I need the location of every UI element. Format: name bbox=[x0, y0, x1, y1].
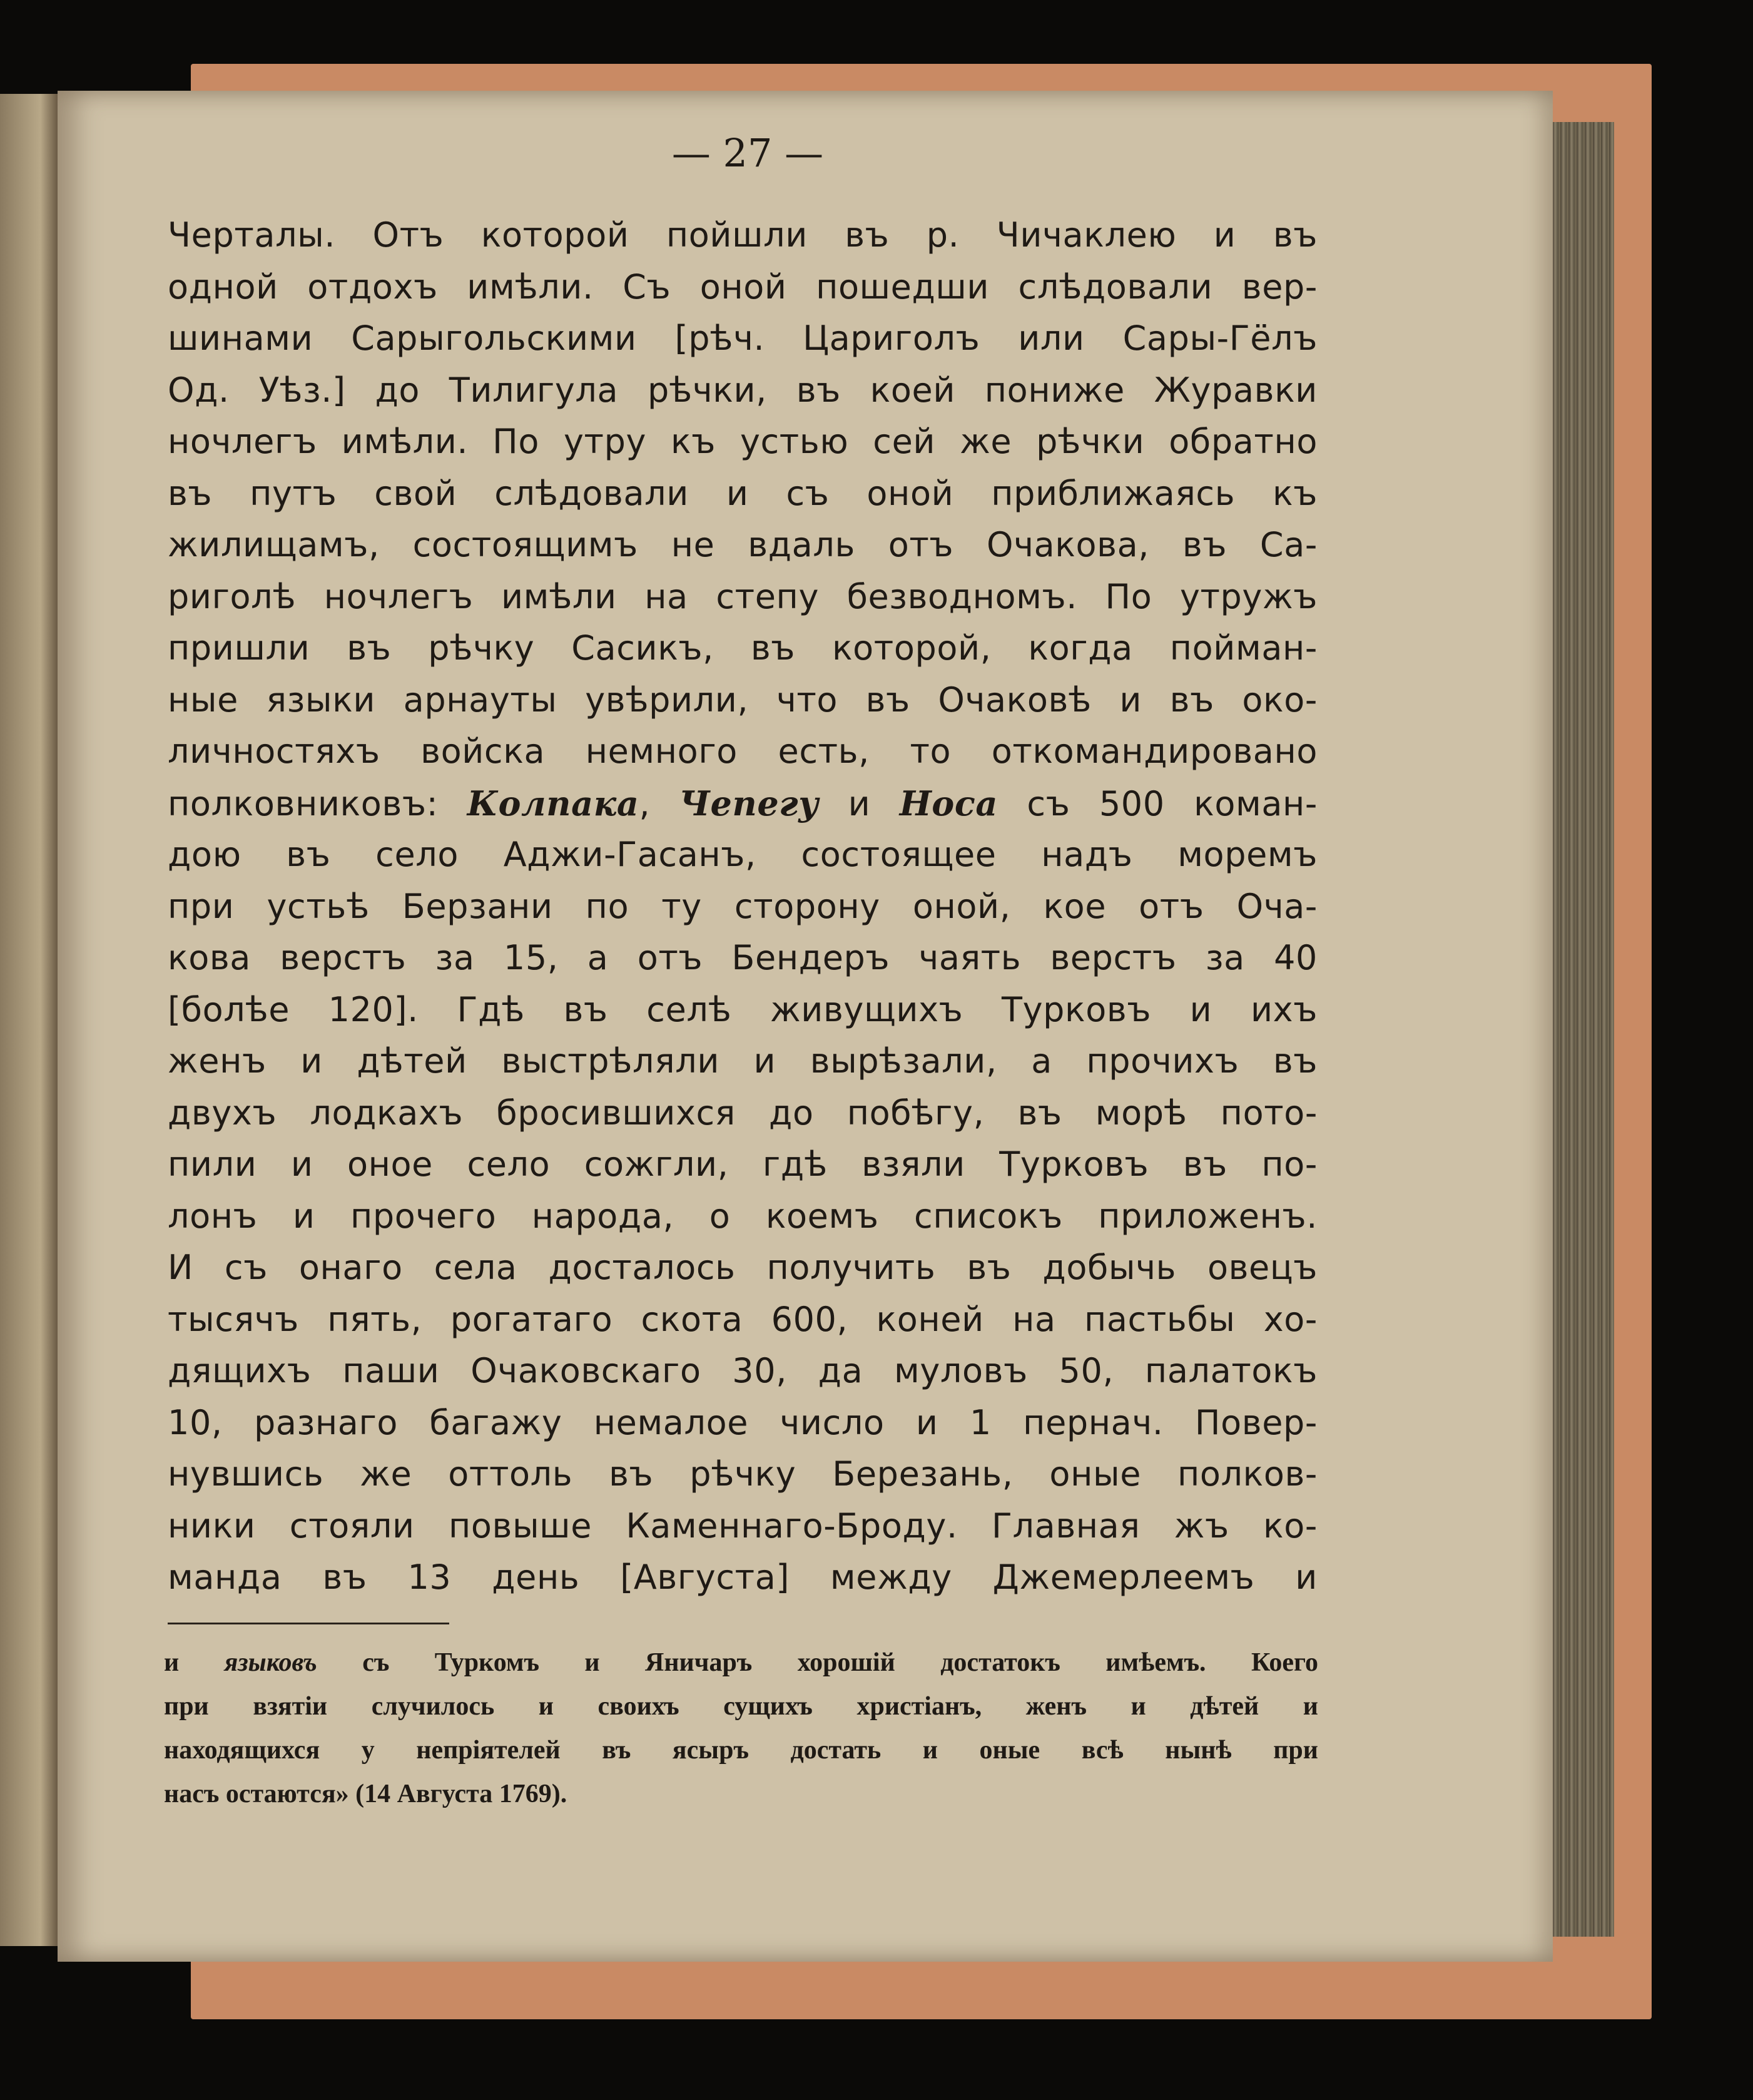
text-line: дою въ село Аджи-Гасанъ, состоящее надъ моремъ bbox=[168, 835, 1318, 874]
footnote-line: при взятіи случилось и своихъ сущихъ христіанъ, женъ и дѣтей и bbox=[164, 1692, 1318, 1721]
footnote-line: насъ остаются» (14 Августа 1769). bbox=[164, 1780, 567, 1808]
text-line: пришли въ рѣчку Сасикъ, въ которой, когда пойман- bbox=[168, 628, 1318, 668]
name-nos: Носа bbox=[899, 783, 998, 823]
text-line: 10, разнаго багажу немалое число и 1 пернач. Повер- bbox=[168, 1402, 1318, 1442]
text-line: при устьѣ Берзани по ту сторону оной, кое отъ Оча- bbox=[168, 886, 1318, 926]
footnote-line bbox=[164, 1641, 1318, 1685]
text-line: ные языки арнауты увѣрили, что въ Очаковѣ и въ око- bbox=[168, 680, 1318, 720]
text-segment: , bbox=[639, 783, 679, 823]
text-line: тысячъ пять, рогатаго скота 600, коней на пастьбы хо- bbox=[168, 1299, 1318, 1339]
text-segment: съ Туркомъ и Яничаръ хорошій достатокъ имѣемъ. Коего bbox=[317, 1648, 1318, 1677]
footnote bbox=[164, 1641, 1318, 1816]
left-page-edge bbox=[0, 94, 58, 1946]
name-kolpak: Колпака bbox=[467, 783, 639, 823]
text-segment: и bbox=[819, 783, 900, 823]
text-line: женъ и дѣтей выстрѣляли и вырѣзали, а прочихъ въ bbox=[168, 1041, 1318, 1081]
text-line: пили и оное село сожгли, гдѣ взяли Турковъ въ по- bbox=[168, 1144, 1318, 1184]
text-segment: съ 500 коман- bbox=[998, 783, 1318, 823]
text-line: И съ онаго села досталось получить въ добычь овецъ bbox=[168, 1248, 1318, 1287]
text-line: кова верстъ за 15, а отъ Бендеръ чаять верстъ за 40 bbox=[168, 938, 1318, 977]
page-number: — 27 — bbox=[671, 130, 824, 176]
text-line: ники стояли повыше Каменнаго-Броду. Главная жъ ко- bbox=[168, 1506, 1318, 1546]
footnote-rule bbox=[168, 1623, 449, 1624]
text-line: жилищамъ, состоящимъ не вдаль отъ Очакова, въ Са- bbox=[168, 525, 1318, 564]
text-line: ночлегъ имѣли. По утру къ устью сей же рѣчки обратно bbox=[168, 422, 1318, 461]
text-line: нувшись же оттоль въ рѣчку Березань, оные полков- bbox=[168, 1454, 1318, 1494]
text-line: риголѣ ночлегъ имѣли на степу безводномъ. По утружъ bbox=[168, 576, 1318, 616]
text-line: Черталы. Отъ которой пойшли въ р. Чичаклею и въ bbox=[168, 215, 1318, 255]
footnote-line: находящихся у непріятелей въ ясыръ достать и оные всѣ нынѣ при bbox=[164, 1736, 1318, 1765]
name-chepega: Чепегу bbox=[679, 783, 820, 823]
text-segment: и bbox=[164, 1648, 225, 1677]
text-segment: полковниковъ: bbox=[168, 783, 467, 823]
text-line-names bbox=[168, 778, 1318, 830]
text-line: двухъ лодкахъ бросившихся до побѣгу, въ морѣ пото- bbox=[168, 1093, 1318, 1133]
text-line: Од. Уѣз.] до Тилигула рѣчки, въ коей пониже Журавки bbox=[168, 370, 1318, 410]
footnote-italic-word: языковъ bbox=[224, 1648, 317, 1677]
text-line: личностяхъ войска немного есть, то откомандировано bbox=[168, 731, 1318, 771]
text-line: дящихъ паши Очаковскаго 30, да муловъ 50, палатокъ bbox=[168, 1351, 1318, 1390]
text-line: лонъ и прочего народа, о коемъ списокъ приложенъ. bbox=[168, 1196, 1318, 1236]
text-line: въ путъ свой слѣдовали и съ оной приближаясь къ bbox=[168, 473, 1318, 513]
text-line: одной отдохъ имѣли. Съ оной пошедши слѣдовали вер- bbox=[168, 267, 1318, 307]
text-line: [болѣе 120]. Гдѣ въ селѣ живущихъ Турковъ и ихъ bbox=[168, 989, 1318, 1029]
text-line: шинами Сарыгольскими [рѣч. Цариголъ или Сары-Гёлъ bbox=[168, 319, 1318, 358]
text-line: манда въ 13 день [Августа] между Джемерлеемъ и bbox=[168, 1557, 1318, 1597]
body-text bbox=[168, 210, 1318, 1604]
